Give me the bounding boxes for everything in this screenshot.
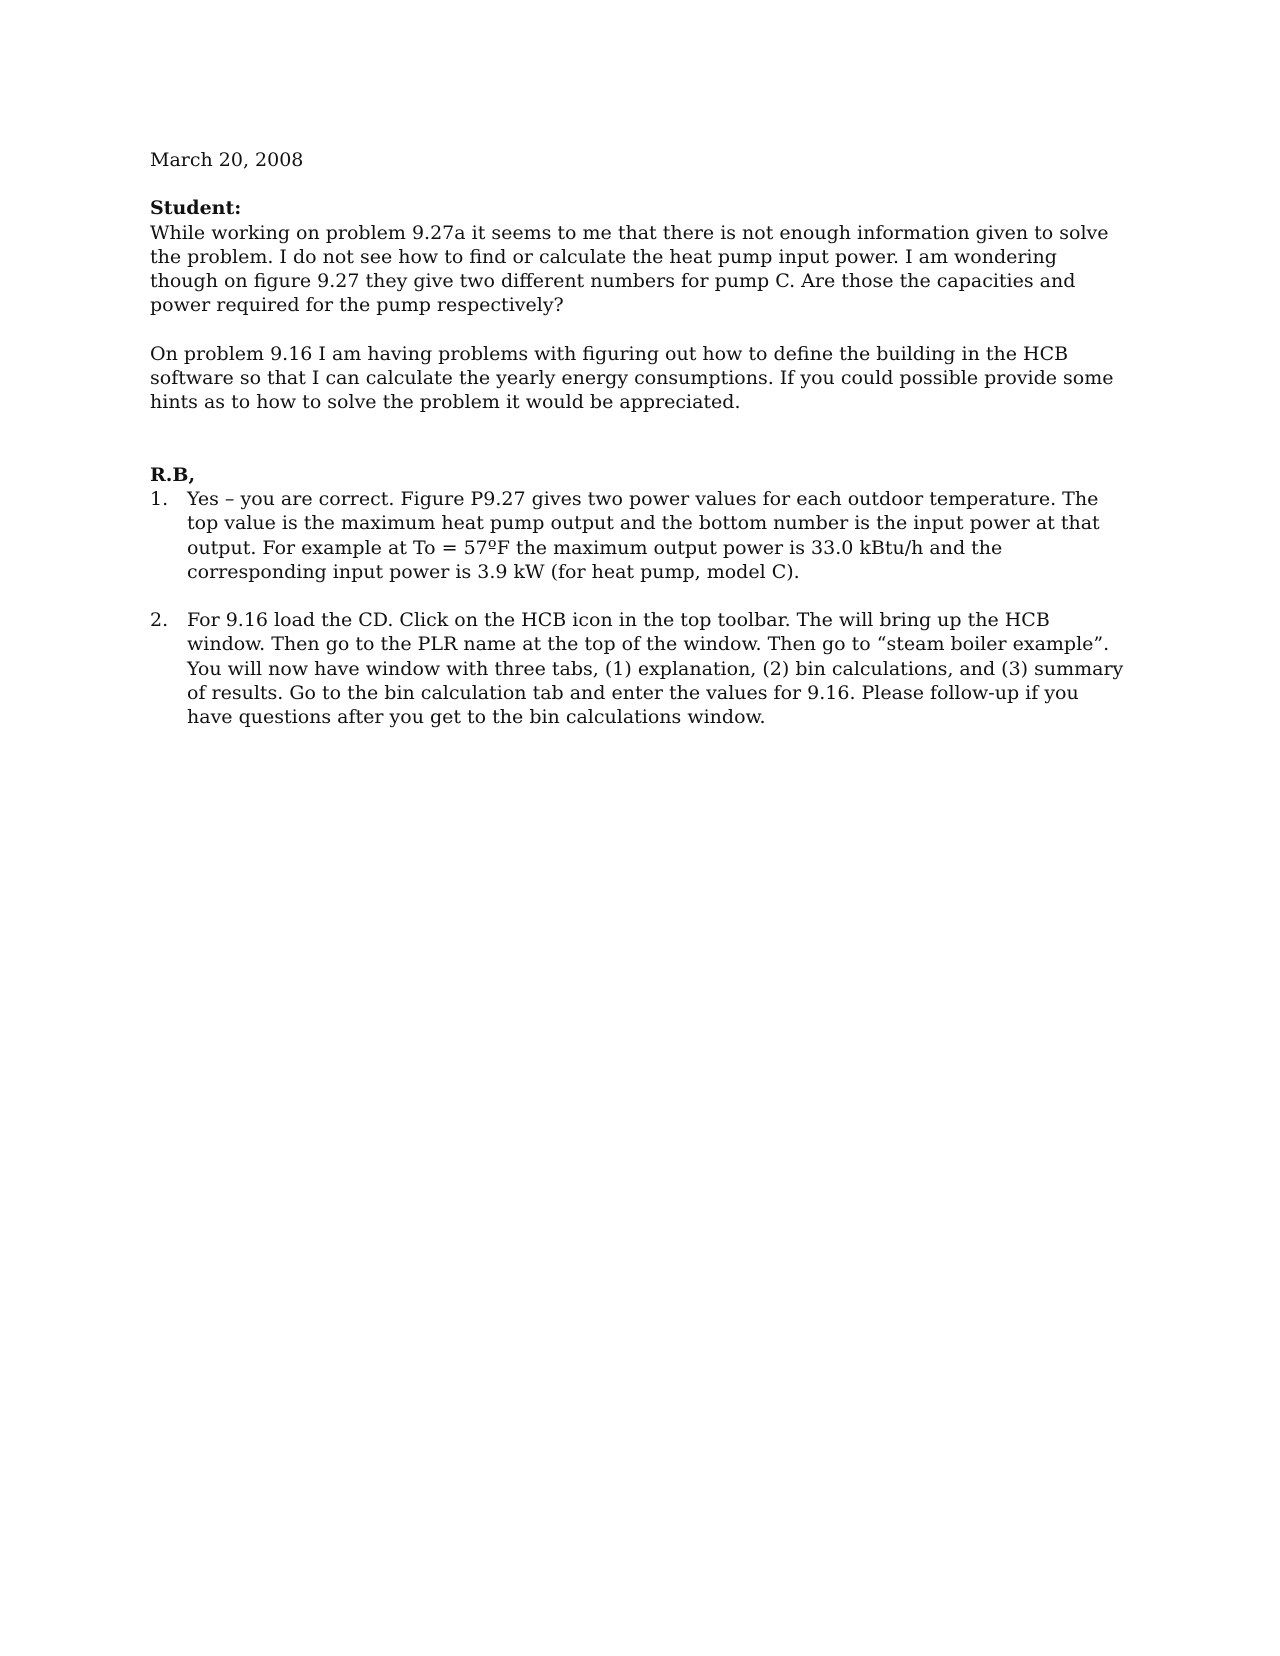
reply-list	[150, 487, 1130, 730]
student-paragraph-2: On problem 9.16 I am having problems with figuring out how to define the building in the HCB software so that I can calculate the yearly energy consumptions. If you could possible provide some hints as to how to solve the problem it would be appreciated.	[150, 342, 1114, 414]
reply-item-text: For 9.16 load the CD. Click on the HCB icon in the top toolbar. The will bring up the HCB window. Then go to the PLR name at the top of the window. Then go to “steam boiler example”. You will now have window with three tabs, (1) explanation, (2) bin calculations, and (3) summary of results. Go to the bin calculation tab and enter the values for 9.16. Please follow-up if you have questions after you get to the bin calculations window.	[187, 609, 1124, 729]
reply-item-number: 1.	[150, 487, 169, 510]
student-paragraph-1: While working on problem 9.27a it seems to me that there is not enough information given to solve the problem. I do not see how to find or calculate the heat pump input power. I am wondering though on figure 9.27 they give two different numbers for pump C. Are those the capacities and power required for the pump respectively?	[150, 221, 1109, 317]
document-page	[150, 148, 1130, 730]
student-heading: Student:	[150, 197, 242, 220]
document-date: March 20, 2008	[150, 149, 304, 171]
reply-item-1	[150, 487, 1130, 584]
reply-item-number: 2.	[150, 609, 169, 632]
reply-heading: R.B,	[150, 463, 196, 486]
reply-item-2	[150, 608, 1130, 729]
reply-item-text: Yes – you are correct. Figure P9.27 gives two power values for each outdoor temperature. The top value is the maximum heat pump output and the bottom number is the input power at that output. For example at To = 57ºF the maximum output power is 33.0 kBtu/h and the corresponding input power is 3.9 kW (for heat pump, model C).	[187, 487, 1100, 583]
